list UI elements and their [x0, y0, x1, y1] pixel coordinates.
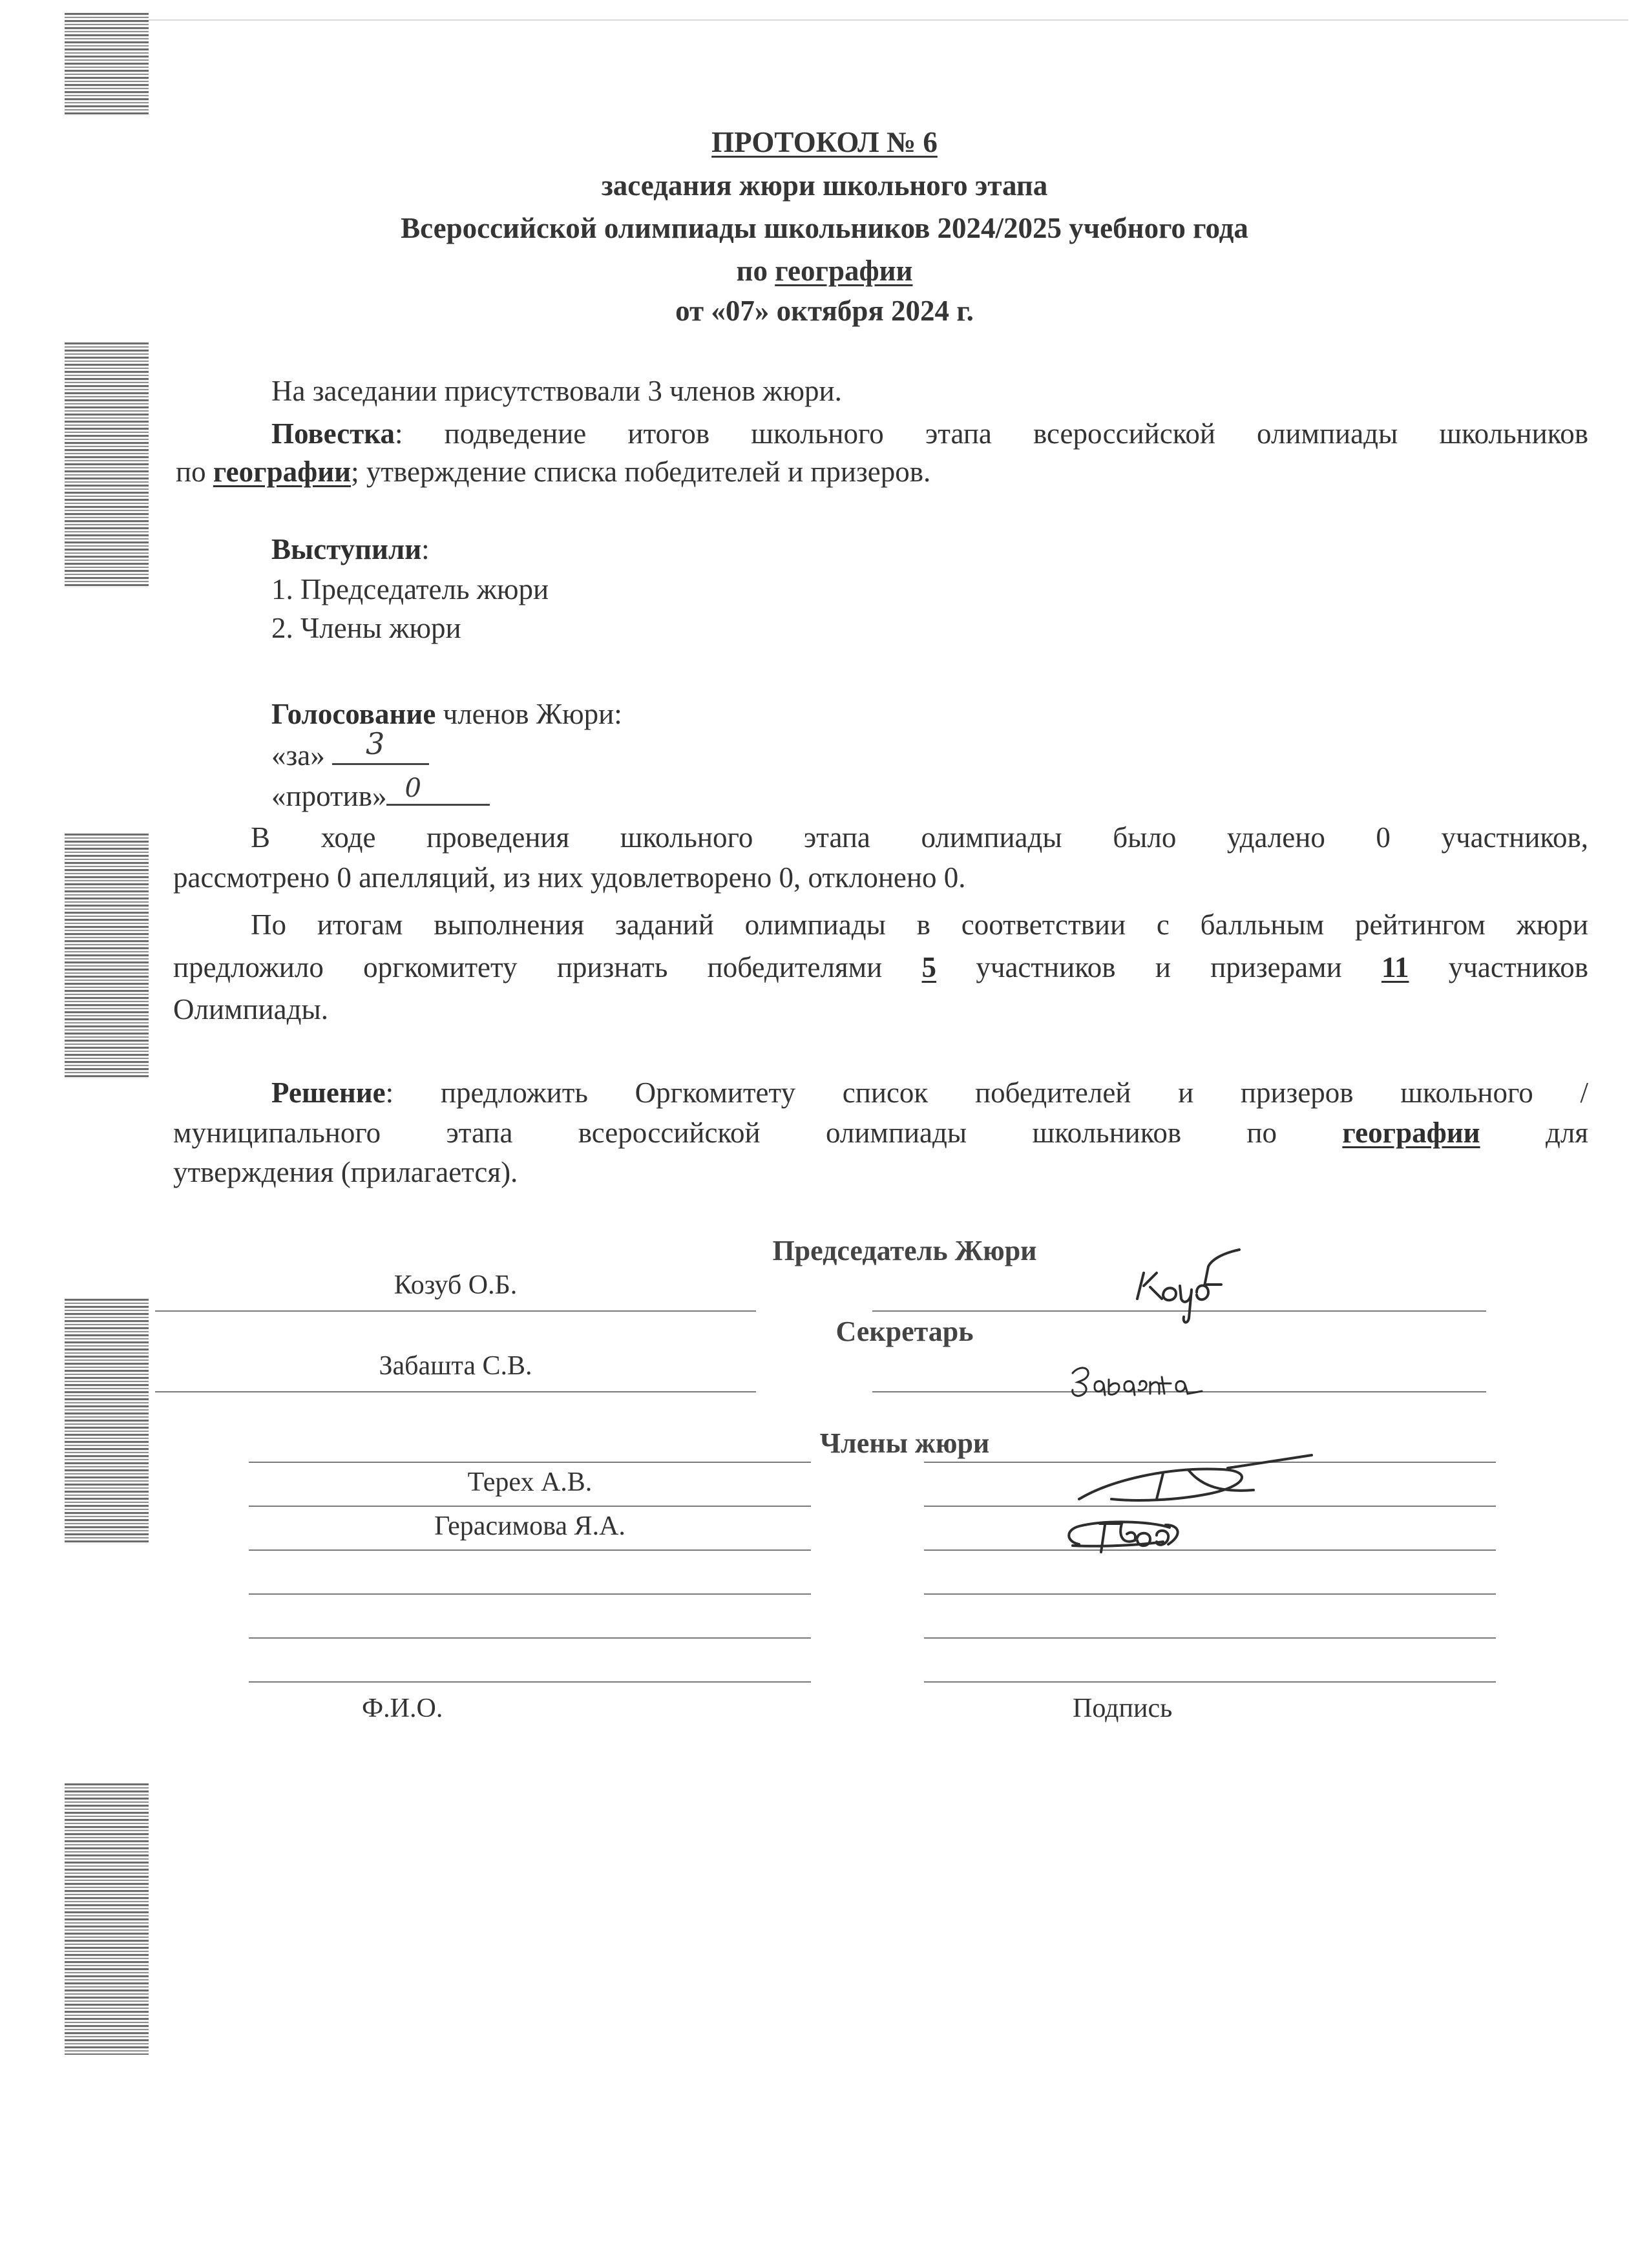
header-line-2: заседания жюри школьного этапа [601, 169, 1048, 202]
decision-text-2b: для [1480, 1117, 1588, 1149]
vote-against-label: «против» [271, 780, 387, 812]
member-3-rule-left [249, 1593, 811, 1595]
member-2-signature [1060, 1506, 1195, 1564]
agenda-text-1: : подведение итогов школьного этапа всероссийской олимпиады школьников [395, 417, 1588, 450]
header-line-4 [0, 255, 1649, 287]
vote-against-value: 0 [404, 773, 421, 803]
agenda-label: Повестка [271, 417, 395, 450]
results-line-1: По итогам выполнения заданий олимпиады в соответствии с балльным рейтингом жюри [251, 908, 1588, 941]
prizewinners-count: 11 [1381, 951, 1409, 983]
secretary-title: Секретарь [835, 1316, 974, 1347]
vote-against-blank [386, 775, 490, 806]
speaker-1: 1. Председатель жюри [271, 573, 549, 605]
speakers-label: Выступили [271, 533, 422, 565]
protocol-title [0, 126, 1649, 158]
signature-caption: Подпись [1073, 1694, 1173, 1723]
chair-name: Козуб О.Б. [394, 1270, 518, 1300]
scan-artifact [65, 834, 149, 1079]
member-5-rule-right [924, 1681, 1496, 1683]
decision-text-2a: муниципального этапа всероссийской олимпиады школьников по [173, 1117, 1343, 1149]
agenda-subject: географии [213, 456, 352, 488]
protocol-title-text: ПРОТОКОЛ № 6 [711, 126, 938, 158]
results-text-c: участников [1409, 951, 1588, 983]
secretary-signature [1066, 1354, 1208, 1405]
decision-text-1: : предложить Оргкомитету список победителей и призеров школьного / [385, 1076, 1588, 1109]
member-4-rule-right [924, 1637, 1496, 1639]
vote-for-label: «за» [271, 739, 325, 772]
header-line-4-prefix: по [736, 255, 775, 287]
agenda-line-1 [173, 414, 1588, 454]
secretary-name-rule [155, 1391, 756, 1392]
conduct-line-2: рассмотрено 0 апелляций, из них удовлетворено 0, отклонено 0. [173, 861, 966, 894]
member-1-rule-left [249, 1506, 811, 1507]
speakers-heading [271, 530, 430, 569]
vote-against-line [271, 775, 490, 815]
agenda-prefix: по [176, 456, 213, 488]
header-line-3: Всероссийской олимпиады школьников 2024/2025 учебного года [401, 212, 1248, 244]
member-1-name: Терех А.В. [467, 1467, 593, 1497]
header-subject: географии [775, 255, 913, 287]
members-title: Члены жюри [819, 1427, 990, 1459]
agenda-suffix: ; утверждение списка победителей и призеров. [351, 456, 931, 488]
results-line-3: Олимпиады. [173, 993, 329, 1025]
scan-artifact [65, 342, 149, 588]
member-4-rule-left [249, 1637, 811, 1639]
chair-title: Председатель Жюри [772, 1235, 1037, 1266]
member-5-rule-left [249, 1681, 811, 1683]
member-1-signature [1060, 1447, 1318, 1512]
results-text-a: предложило оргкомитету признать победителями [173, 951, 922, 983]
decision-line-2 [173, 1113, 1588, 1153]
winners-count: 5 [921, 951, 937, 983]
attendance-line: На заседании присутствовали 3 членов жюри. [271, 375, 842, 407]
vote-for-blank [332, 726, 429, 765]
member-2-rule-right [924, 1549, 1496, 1551]
member-2-name: Герасимова Я.А. [434, 1511, 625, 1541]
member-2-rule-left [249, 1549, 811, 1551]
decision-line-3: утверждения (прилагается). [173, 1156, 518, 1188]
member-rule-top-left [249, 1462, 811, 1463]
speaker-2: 2. Члены жюри [271, 612, 461, 644]
scan-artifact [65, 1783, 149, 2055]
decision-line-1 [173, 1073, 1588, 1113]
header-date: от «07» октября 2024 г. [675, 295, 974, 327]
scan-top-edge [90, 19, 1628, 21]
fio-caption: Ф.И.О. [362, 1694, 443, 1723]
vote-heading [271, 695, 622, 733]
scan-artifact [65, 1299, 149, 1544]
member-3-rule-right [924, 1593, 1496, 1595]
vote-for-value: 3 [366, 726, 385, 761]
decision-label: Решение [271, 1076, 386, 1109]
agenda-line-2 [176, 452, 930, 491]
decision-subject: географии [1342, 1117, 1480, 1149]
speakers-colon: : [421, 533, 430, 565]
vote-label: Голосование [271, 698, 436, 730]
results-line-2 [173, 947, 1588, 987]
scan-artifact [65, 13, 149, 116]
results-text-b: участников и призерами [936, 951, 1381, 983]
conduct-line-1: В ходе проведения школьного этапа олимпиады было удалено 0 участников, [251, 821, 1588, 854]
vote-text: членов Жюри: [436, 698, 622, 730]
secretary-name: Забашта С.В. [379, 1351, 532, 1381]
chair-name-rule [155, 1310, 756, 1312]
